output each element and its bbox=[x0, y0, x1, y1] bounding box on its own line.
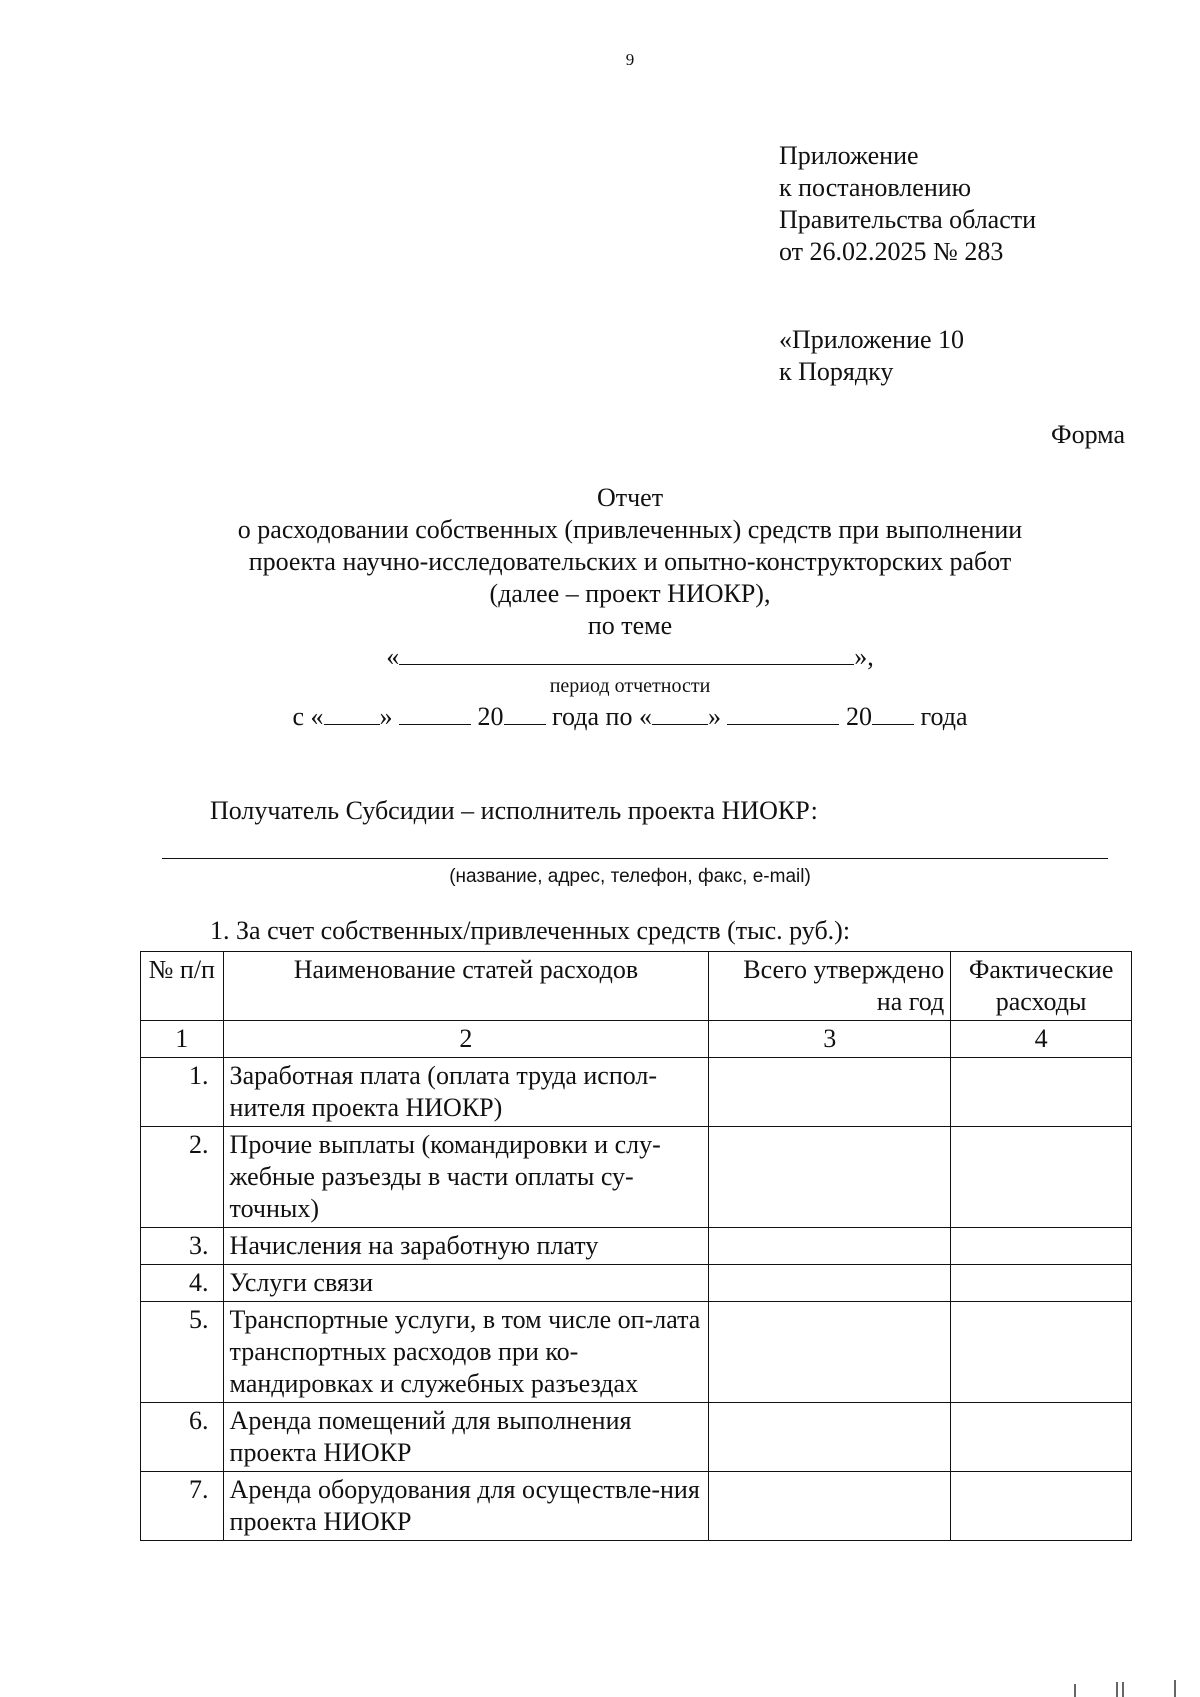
appendix-line: от 26.02.2025 № 283 bbox=[779, 237, 1004, 266]
period-from-year-prefix: 20 bbox=[477, 702, 504, 731]
row-approved-cell[interactable] bbox=[709, 1472, 951, 1541]
row-approved-cell[interactable] bbox=[709, 1302, 951, 1403]
header-actual: Фактические расходы bbox=[951, 952, 1132, 1021]
row-expense-name: Транспортные услуги, в том числе оп-лата транспортных расходов при ко-мандировках и служебных разъездах bbox=[223, 1302, 709, 1403]
row-actual-cell[interactable] bbox=[951, 1302, 1132, 1403]
period-to-month-blank[interactable] bbox=[727, 702, 839, 725]
period-line bbox=[150, 702, 1110, 732]
period-from-day-blank[interactable] bbox=[324, 702, 380, 725]
page-number: 9 bbox=[625, 50, 635, 69]
report-title-line: о расходовании собственных (привлеченных) средств при выполнении bbox=[237, 515, 1023, 544]
row-expense-name: Прочие выплаты (командировки и слу-жебные разъезды в части оплаты су-точных) bbox=[223, 1127, 709, 1228]
table-row bbox=[141, 1127, 1132, 1228]
expenses-table bbox=[140, 951, 1132, 1541]
period-suffix: года bbox=[920, 702, 968, 731]
recipient-caption: (название, адрес, телефон, факс, e-mail) bbox=[449, 866, 811, 887]
topic-field bbox=[150, 642, 1110, 672]
row-expense-name: Услуги связи bbox=[223, 1265, 709, 1302]
report-title-line: проекта научно-исследовательских и опытно-конструкторских работ bbox=[248, 547, 1012, 576]
row-expense-name: Заработная плата (оплата труда испол-нителя проекта НИОКР) bbox=[223, 1058, 709, 1127]
row-number: 7. bbox=[141, 1472, 224, 1541]
header-approved: Всего утверждено на год bbox=[709, 952, 951, 1021]
period-to-year-blank[interactable] bbox=[872, 702, 914, 725]
period-from-prefix: с « bbox=[292, 702, 324, 731]
row-actual-cell[interactable] bbox=[951, 1127, 1132, 1228]
table-header-row bbox=[141, 952, 1132, 1021]
table-heading: 1. За счет собственных/привлеченных средств (тыс. руб.): bbox=[210, 916, 851, 945]
period-to-day-blank[interactable] bbox=[652, 702, 708, 725]
row-actual-cell[interactable] bbox=[951, 1265, 1132, 1302]
period-caption: период отчетности bbox=[549, 675, 711, 697]
row-approved-cell[interactable] bbox=[709, 1058, 951, 1127]
appendix-line: Правительства области bbox=[779, 205, 1037, 234]
column-number: 2 bbox=[223, 1021, 709, 1058]
row-expense-name: Аренда помещений для выполнения проекта НИОКР bbox=[223, 1403, 709, 1472]
annex-line: к Порядку bbox=[779, 357, 894, 386]
row-number: 1. bbox=[141, 1058, 224, 1127]
period-quote-close: » bbox=[379, 702, 393, 731]
form-label: Форма bbox=[1051, 420, 1125, 449]
column-number: 4 bbox=[951, 1021, 1132, 1058]
row-actual-cell[interactable] bbox=[951, 1403, 1132, 1472]
appendix-line: Приложение bbox=[779, 141, 919, 170]
period-from-month-blank[interactable] bbox=[399, 702, 471, 725]
report-title-line: Отчет bbox=[596, 483, 664, 512]
table-row bbox=[141, 1228, 1132, 1265]
annex-block bbox=[779, 324, 964, 388]
table-row bbox=[141, 1403, 1132, 1472]
row-approved-cell[interactable] bbox=[709, 1228, 951, 1265]
row-approved-cell[interactable] bbox=[709, 1403, 951, 1472]
row-number: 3. bbox=[141, 1228, 224, 1265]
appendix-line: к постановлению bbox=[779, 173, 972, 202]
appendix-block bbox=[779, 140, 1036, 268]
column-number: 3 bbox=[709, 1021, 951, 1058]
table-row bbox=[141, 1058, 1132, 1127]
recipient-label: Получатель Субсидии – исполнитель проекта НИОКР: bbox=[210, 796, 818, 825]
period-from-year-blank[interactable] bbox=[504, 702, 546, 725]
report-title bbox=[150, 482, 1110, 642]
scan-edge-marks bbox=[1065, 1680, 1185, 1697]
topic-open-quote: « bbox=[386, 642, 400, 671]
row-approved-cell[interactable] bbox=[709, 1127, 951, 1228]
topic-close-quote: », bbox=[854, 642, 874, 671]
report-title-line: (далее – проект НИОКР), bbox=[489, 579, 771, 608]
period-middle: года по « bbox=[552, 702, 652, 731]
table-row bbox=[141, 1302, 1132, 1403]
report-title-line: по теме bbox=[587, 611, 673, 640]
row-actual-cell[interactable] bbox=[951, 1058, 1132, 1127]
row-approved-cell[interactable] bbox=[709, 1265, 951, 1302]
recipient-blank[interactable] bbox=[162, 858, 1108, 859]
column-number-row bbox=[141, 1021, 1132, 1058]
row-actual-cell[interactable] bbox=[951, 1228, 1132, 1265]
topic-blank[interactable] bbox=[399, 642, 854, 665]
row-number: 5. bbox=[141, 1302, 224, 1403]
header-expense-name: Наименование статей расходов bbox=[223, 952, 709, 1021]
column-number: 1 bbox=[141, 1021, 224, 1058]
row-number: 2. bbox=[141, 1127, 224, 1228]
period-quote-close: » bbox=[707, 702, 721, 731]
table-row bbox=[141, 1472, 1132, 1541]
row-number: 6. bbox=[141, 1403, 224, 1472]
row-expense-name: Аренда оборудования для осуществле-ния проекта НИОКР bbox=[223, 1472, 709, 1541]
header-number: № п/п bbox=[141, 952, 224, 1021]
period-to-year-prefix: 20 bbox=[845, 702, 872, 731]
row-expense-name: Начисления на заработную плату bbox=[223, 1228, 709, 1265]
table-row bbox=[141, 1265, 1132, 1302]
annex-line: «Приложение 10 bbox=[779, 325, 965, 354]
row-number: 4. bbox=[141, 1265, 224, 1302]
row-actual-cell[interactable] bbox=[951, 1472, 1132, 1541]
